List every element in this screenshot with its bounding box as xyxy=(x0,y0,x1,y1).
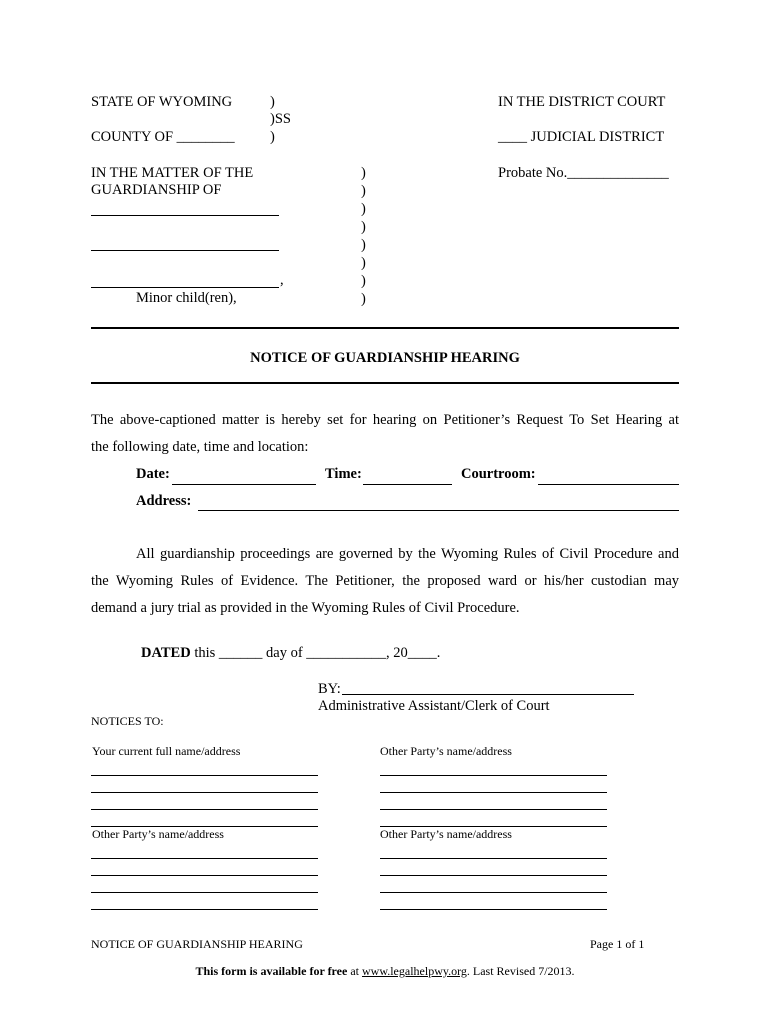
caption-paren: ) xyxy=(361,201,366,217)
dated-label: DATED xyxy=(141,645,191,661)
recipient-line[interactable] xyxy=(91,875,318,876)
caption-paren: ) xyxy=(361,183,366,199)
ward-name-line[interactable] xyxy=(91,287,279,288)
recipient-line[interactable] xyxy=(380,792,607,793)
date-label: Date: xyxy=(136,466,170,482)
title-rule-bottom xyxy=(91,382,679,384)
caption-paren: ) xyxy=(270,129,275,145)
paragraph-2-line-3: demand a jury trial as provided in the Wyoming Rules of Civil Procedure. xyxy=(91,600,520,616)
recipient-line[interactable] xyxy=(380,809,607,810)
ss-label: )SS xyxy=(270,111,291,127)
recipient-line[interactable] xyxy=(91,809,318,810)
recipient-line[interactable] xyxy=(91,909,318,910)
free-at: at xyxy=(347,964,362,978)
footer-title: NOTICE OF GUARDIANSHIP HEARING xyxy=(91,937,303,951)
judicial-district-label: ____ JUDICIAL DISTRICT xyxy=(498,129,665,145)
court-label: IN THE DISTRICT COURT xyxy=(498,94,666,110)
caption-paren: ) xyxy=(361,165,366,181)
paragraph-1-line-1: The above-captioned matter is hereby set for hearing on Petitioner’s Request To Set Hearing at xyxy=(91,412,679,428)
caption-paren: ) xyxy=(361,273,366,289)
state-label: STATE OF WYOMING xyxy=(91,94,233,110)
recipient-label: Your current full name/address xyxy=(92,744,241,758)
caption-paren: ) xyxy=(270,94,275,110)
courtroom-label: Courtroom: xyxy=(461,466,536,482)
recipient-label: Other Party’s name/address xyxy=(380,827,512,841)
legalhelp-link[interactable]: www.legalhelpwy.org xyxy=(362,964,467,978)
free-notice: This form is available for free xyxy=(195,964,348,978)
recipient-label: Other Party’s name/address xyxy=(92,827,224,841)
notices-heading: NOTICES TO: xyxy=(91,714,164,728)
matter-line-1: IN THE MATTER OF THE xyxy=(91,165,254,181)
time-label: Time: xyxy=(325,466,362,482)
recipient-line[interactable] xyxy=(91,792,318,793)
date-field[interactable] xyxy=(172,484,316,485)
recipient-line[interactable] xyxy=(91,892,318,893)
paragraph-2-line-2: the Wyoming Rules of Evidence. The Petitioner, the proposed ward or his/her custodian may xyxy=(91,573,679,589)
county-label: COUNTY OF ________ xyxy=(91,129,235,145)
signature-line[interactable] xyxy=(342,694,634,695)
caption-paren: ) xyxy=(361,219,366,235)
matter-line-2: GUARDIANSHIP OF xyxy=(91,182,222,198)
caption-paren: ) xyxy=(361,291,366,307)
dated-text: this ______ day of ___________, 20____. xyxy=(190,645,441,661)
recipient-line[interactable] xyxy=(91,775,318,776)
ward-name-line[interactable] xyxy=(91,215,279,216)
by-label: BY: xyxy=(318,681,341,697)
clerk-role: Administrative Assistant/Clerk of Court xyxy=(318,698,550,714)
address-label: Address: xyxy=(136,493,192,509)
document-title: NOTICE OF GUARDIANSHIP HEARING xyxy=(250,350,520,366)
caption-paren: ) xyxy=(361,237,366,253)
recipient-line[interactable] xyxy=(380,892,607,893)
footer-availability xyxy=(0,964,770,979)
recipient-line[interactable] xyxy=(380,858,607,859)
paragraph-1-line-2: the following date, time and location: xyxy=(91,439,309,455)
probate-number: Probate No.______________ xyxy=(498,165,669,181)
ward-name-line[interactable] xyxy=(91,250,279,251)
recipient-line[interactable] xyxy=(380,775,607,776)
minor-children-label: Minor child(ren), xyxy=(136,290,237,306)
recipient-line[interactable] xyxy=(380,909,607,910)
time-field[interactable] xyxy=(363,484,452,485)
courtroom-field[interactable] xyxy=(538,484,679,485)
dated-line xyxy=(141,645,440,662)
recipient-label: Other Party’s name/address xyxy=(380,744,512,758)
comma: , xyxy=(280,272,284,288)
title-rule-top xyxy=(91,327,679,329)
paragraph-2-line-1: All guardianship proceedings are governed by the Wyoming Rules of Civil Procedure and xyxy=(136,546,679,562)
caption-paren: ) xyxy=(361,255,366,271)
revision-date: . Last Revised 7/2013. xyxy=(466,964,575,978)
recipient-line[interactable] xyxy=(380,875,607,876)
page-number: Page 1 of 1 xyxy=(590,937,645,951)
address-field[interactable] xyxy=(198,510,679,511)
recipient-line[interactable] xyxy=(91,858,318,859)
